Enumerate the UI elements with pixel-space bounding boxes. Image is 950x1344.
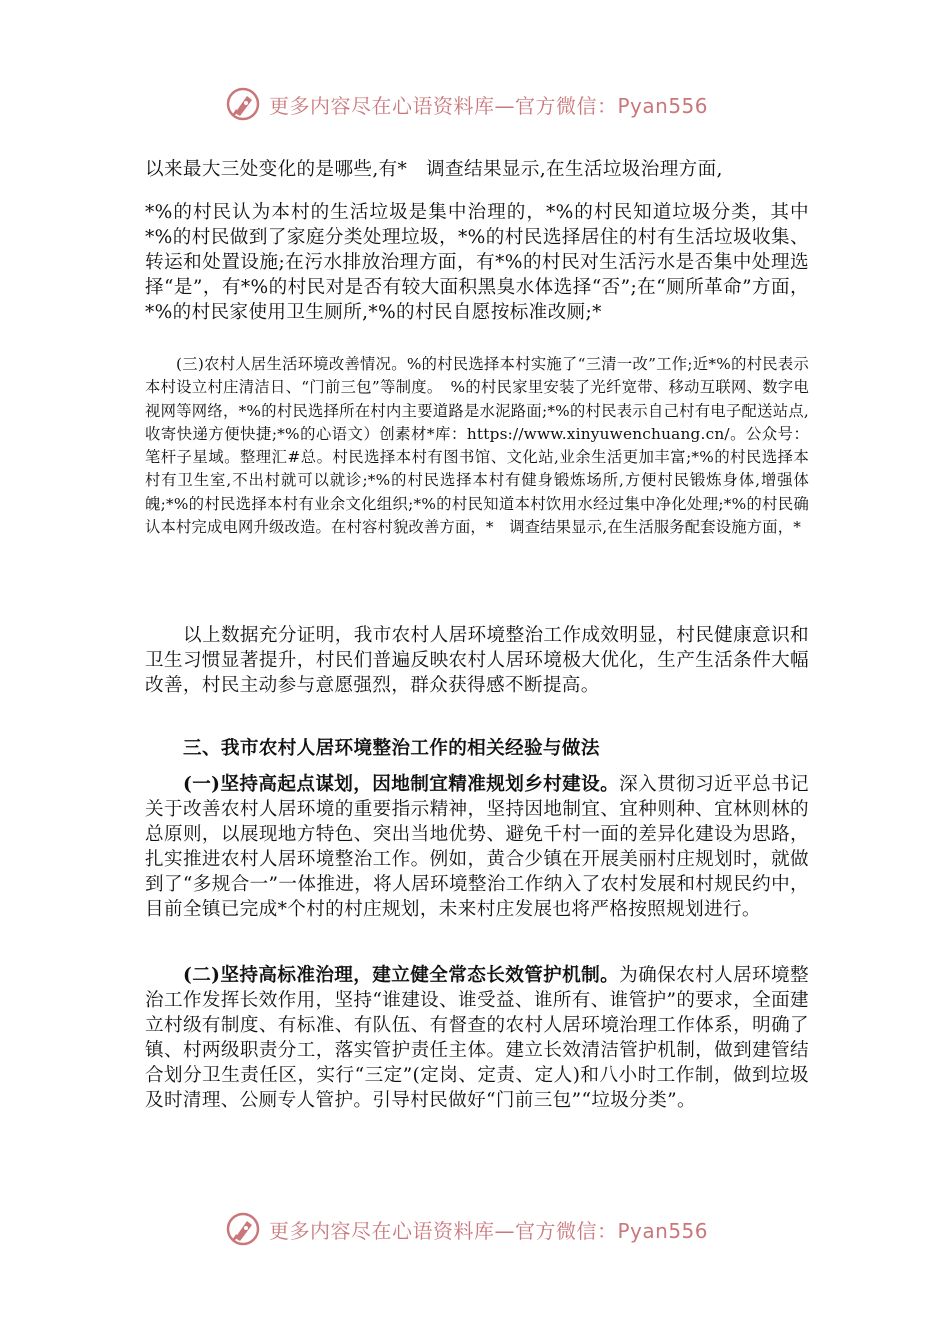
watermark-banner-top xyxy=(225,84,708,124)
paragraph-governance xyxy=(145,963,809,1113)
watermark-text: 更多内容尽在心语资料库—官方微信：Pyan556 xyxy=(269,1218,709,1243)
paragraph-garbage-treatment: *%的村民认为本村的生活垃圾是集中治理的，*%的村民知道垃圾分类，其中*%的村民做到了家庭分类处理垃圾，*%的村民选择居住的村有生活垃圾收集、转运和处置设施;在污水排放治理方面，有*%的村民对生活污水是否集中处理选择“是”，有*%的村民对是否有较大面积黑臭水体选择“否”;在“厕所革命”方面，*%的村民家使用卫生厕所,*%的村民自愿按标准改厕;* xyxy=(145,202,809,323)
section-heading: 三、我市农村人居环境整治工作的相关经验与做法 xyxy=(183,738,600,759)
paragraph-planning-body: 深入贯彻习近平总书记关于改善农村人居环境的重要指示精神，坚持因地制宜、宜种则种、宜林则林的总原则，以展现地方特色、突出当地优势、避免千村一面的差异化建设为思路，扎实推进农村人居环境整治工作。例如，黄合少镇在开展美丽村庄规划时，就做到了“多规合一”一体推进，将人居环境整治工作纳入了农村发展和村规民约中，目前全镇已完成*个村的村庄规划，未来村庄发展也将严格按照规划进行。 xyxy=(145,774,809,920)
paragraph-planning-lead: (一)坚持高起点谋划，因地制宜精准规划乡村建设。 xyxy=(183,774,620,795)
paragraph-governance-lead: (二)坚持高标准治理，建立健全常态长效管护机制。 xyxy=(183,965,620,986)
paragraph-continuation: 以来最大三处变化的是哪些,有* 调查结果显示,在生活垃圾治理方面, xyxy=(145,159,723,180)
paragraph-living-environment: (三)农村人居生活环境改善情况。%的村民选择本村实施了“三清一改”工作;近*%的村民表示本村设立村庄清洁日、“门前三包”等制度。 %的村民家里安装了光纤宽带、移动互联网、数字电视网等网络，*%的村民选择所在村内主要道路是水泥路面;*%的村民表示自己村有电子配送站点,收寄快递方便快捷;*%的心语文）创素材*库：https://www.xinyuwenchuang.cn/。公众号：笔杆子星域。整理汇#总。村民选择本村有图书馆、文化站,业余生活更加丰富;*%的村民选择本村有卫生室,不出村就可以就诊;*%的村民选择本村有健身锻炼场所,方便村民锻炼身体,增强体魄;*%的村民选择本村有业余文化组织;*%的村民知道本村饮用水经过集中净化处理;*%的村民确认本村完成电网升级改造。在村容村貌改善方面，* 调查结果显示,在生活服务配套设施方面，* xyxy=(145,355,809,537)
watermark-text: 更多内容尽在心语资料库—官方微信：Pyan556 xyxy=(269,93,709,118)
pen-nib-logo-icon xyxy=(225,1211,261,1247)
paragraph-governance-body: 为确保农村人居环境整治工作发挥长效作用，坚持“谁建设、谁受益、谁所有、谁管护”的要求，全面建立村级有制度、有标准、有队伍、有督查的农村人居环境治理工作体系，明确了镇、村两级职责分工，落实管护责任主体。建立长效清洁管护机制，做到建管结合划分卫生责任区，实行“三定”(定岗、定责、定人)和八小时工作制，做到垃圾及时清理、公厕专人管护。引导村民做好“门前三包”“垃圾分类”。 xyxy=(145,965,809,1111)
watermark-banner-bottom xyxy=(225,1209,708,1249)
paragraph-planning xyxy=(145,772,809,922)
pen-nib-logo-icon xyxy=(225,86,261,122)
paragraph-summary: 以上数据充分证明，我市农村人居环境整治工作成效明显，村民健康意识和卫生习惯显著提升，村民们普遍反映农村人居环境极大优化，生产生活条件大幅改善，村民主动参与意愿强烈，群众获得感不断提高。 xyxy=(145,625,809,696)
